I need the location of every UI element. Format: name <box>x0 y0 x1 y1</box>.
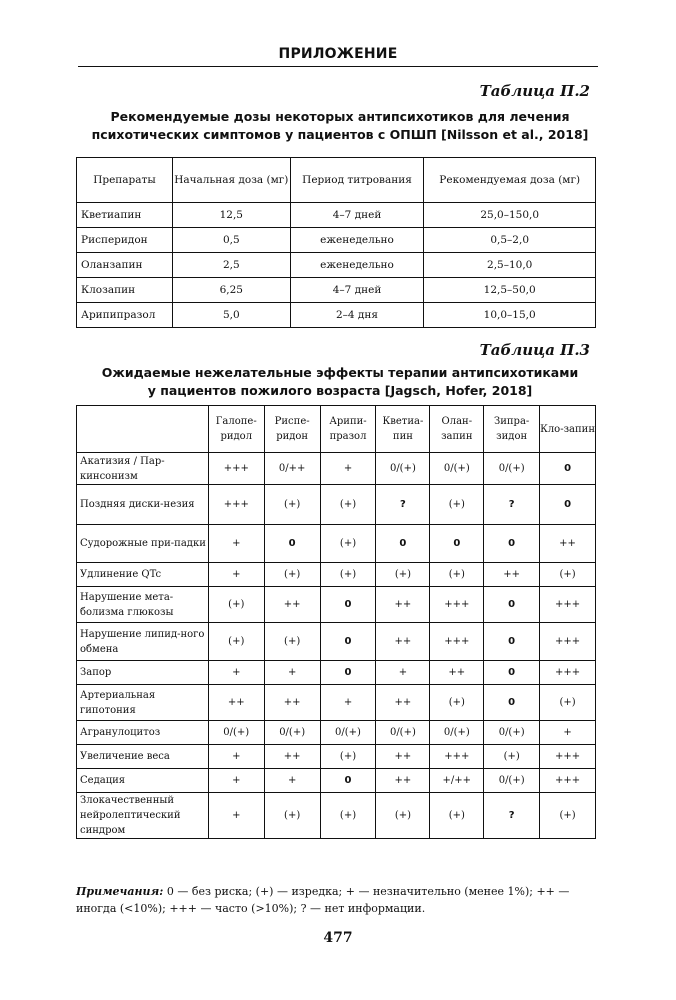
drug-name-cell: Арипипразол <box>77 303 173 328</box>
risk-cell: + <box>376 661 430 685</box>
risk-cell: + <box>208 745 264 769</box>
risk-cell: 0/(+) <box>376 453 430 485</box>
risk-cell: (+) <box>320 745 376 769</box>
effect-name-cell: Запор <box>77 661 209 685</box>
table-row <box>77 721 596 745</box>
risk-cell: (+) <box>376 793 430 839</box>
table-notes <box>76 883 598 917</box>
risk-cell: 0 <box>540 485 596 525</box>
risk-cell: + <box>208 525 264 563</box>
risk-cell: +++ <box>540 623 596 661</box>
column-header: Кветиа-пин <box>376 406 430 453</box>
dose-cell: 2–4 дня <box>290 303 424 328</box>
risk-cell: (+) <box>208 587 264 623</box>
risk-cell: +++ <box>208 485 264 525</box>
risk-cell: + <box>264 661 320 685</box>
table-row <box>77 485 596 525</box>
table-row <box>77 228 596 253</box>
doses-table <box>76 157 596 328</box>
risk-cell: (+) <box>540 685 596 721</box>
risk-cell: + <box>264 769 320 793</box>
side-effects-table <box>76 405 596 839</box>
table-3-title <box>70 364 610 400</box>
risk-cell: + <box>208 769 264 793</box>
risk-cell: (+) <box>264 623 320 661</box>
header-rule <box>78 66 598 67</box>
table-row <box>77 745 596 769</box>
risk-cell: ++ <box>264 587 320 623</box>
table-row <box>77 203 596 228</box>
risk-cell: ++ <box>264 685 320 721</box>
effect-name-cell: Поздняя диски-незия <box>77 485 209 525</box>
effect-name-cell: Судорожные при-падки <box>77 525 209 563</box>
risk-cell: 0/(+) <box>208 721 264 745</box>
risk-cell: 0 <box>484 685 540 721</box>
risk-cell: + <box>208 563 264 587</box>
risk-cell: + <box>320 685 376 721</box>
table-row <box>77 525 596 563</box>
column-header <box>77 406 209 453</box>
table-row <box>77 623 596 661</box>
risk-cell: + <box>208 661 264 685</box>
table-row <box>77 253 596 278</box>
risk-cell: 0 <box>540 453 596 485</box>
doses-table-header <box>77 158 596 203</box>
risk-cell: (+) <box>264 485 320 525</box>
risk-cell: +/++ <box>430 769 484 793</box>
risk-cell: +++ <box>430 745 484 769</box>
table-3-title-line1: Ожидаемые нежелательные эффекты терапии антипсихотиками <box>101 365 579 380</box>
risk-cell: +++ <box>540 587 596 623</box>
risk-cell: 0 <box>484 525 540 563</box>
dose-cell: 12,5–50,0 <box>424 278 596 303</box>
risk-cell: 0 <box>320 587 376 623</box>
risk-cell: 0 <box>320 661 376 685</box>
risk-cell: + <box>208 793 264 839</box>
risk-cell: (+) <box>430 685 484 721</box>
effect-name-cell: Акатизия / Пар-кинсонизм <box>77 453 209 485</box>
dose-cell: 2,5–10,0 <box>424 253 596 278</box>
table-2-title-line1: Рекомендуемые дозы некоторых антипсихотиков для лечения <box>110 109 570 124</box>
risk-cell: 0/(+) <box>376 721 430 745</box>
effect-name-cell: Агранулоцитоз <box>77 721 209 745</box>
risk-cell: 0/(+) <box>430 721 484 745</box>
table-row <box>77 303 596 328</box>
notes-text: 0 — без риска; (+) — изредка; + — незначительно (менее 1%); ++ — иногда (<10%); +++ — часто (>10%); ? — нет информации. <box>76 885 570 915</box>
effect-name-cell: Нарушение липид-ного обмена <box>77 623 209 661</box>
risk-cell: 0 <box>430 525 484 563</box>
table-row <box>77 661 596 685</box>
risk-cell: (+) <box>320 485 376 525</box>
page-number: 477 <box>323 930 353 946</box>
notes-label: Примечания: <box>76 885 164 898</box>
risk-cell: 0 <box>320 623 376 661</box>
running-head: ПРИЛОЖЕНИЕ <box>278 46 398 62</box>
risk-cell: 0 <box>484 587 540 623</box>
effect-name-cell: Артериальная гипотония <box>77 685 209 721</box>
column-header: Препараты <box>77 158 173 203</box>
risk-cell: ? <box>484 793 540 839</box>
effect-name-cell: Седация <box>77 769 209 793</box>
risk-cell: ++ <box>264 745 320 769</box>
risk-cell: +++ <box>540 661 596 685</box>
table-row <box>77 278 596 303</box>
table-3-title-line2: у пациентов пожилого возраста [Jagsch, Hofer, 2018] <box>147 383 533 398</box>
risk-cell: 0 <box>484 661 540 685</box>
dose-cell: 4–7 дней <box>290 278 424 303</box>
drug-name-cell: Рисперидон <box>77 228 173 253</box>
risk-cell: (+) <box>430 793 484 839</box>
dose-cell: 10,0–15,0 <box>424 303 596 328</box>
table-row <box>77 453 596 485</box>
risk-cell: (+) <box>484 745 540 769</box>
risk-cell: ++ <box>376 685 430 721</box>
risk-cell: +++ <box>540 769 596 793</box>
risk-cell: 0/(+) <box>320 721 376 745</box>
dose-cell: 12,5 <box>172 203 290 228</box>
risk-cell: +++ <box>430 623 484 661</box>
risk-cell: 0/++ <box>264 453 320 485</box>
table-row <box>77 769 596 793</box>
dose-cell: 2,5 <box>172 253 290 278</box>
risk-cell: (+) <box>264 793 320 839</box>
effect-name-cell: Нарушение мета-болизма глюкозы <box>77 587 209 623</box>
risk-cell: +++ <box>208 453 264 485</box>
risk-cell: ++ <box>484 563 540 587</box>
table-row <box>77 563 596 587</box>
risk-cell: ++ <box>430 661 484 685</box>
risk-cell: (+) <box>320 793 376 839</box>
risk-cell: 0/(+) <box>484 453 540 485</box>
risk-cell: 0/(+) <box>484 721 540 745</box>
risk-cell: (+) <box>430 485 484 525</box>
risk-cell: ++ <box>208 685 264 721</box>
effect-name-cell: Увеличение веса <box>77 745 209 769</box>
column-header: Начальная доза (мг) <box>172 158 290 203</box>
risk-cell: (+) <box>320 525 376 563</box>
table-row <box>77 685 596 721</box>
risk-cell: ? <box>484 485 540 525</box>
risk-cell: ++ <box>376 623 430 661</box>
table-2-title <box>70 108 610 144</box>
dose-cell: еженедельно <box>290 228 424 253</box>
risk-cell: ? <box>376 485 430 525</box>
table-2-label: Таблица П.2 <box>479 82 590 100</box>
dose-cell: 5,0 <box>172 303 290 328</box>
drug-name-cell: Оланзапин <box>77 253 173 278</box>
risk-cell: ++ <box>540 525 596 563</box>
column-header: Риспе-ридон <box>264 406 320 453</box>
table-3-label: Таблица П.3 <box>479 341 590 359</box>
risk-cell: (+) <box>540 793 596 839</box>
effect-name-cell: Злокачественный нейролептический синдром <box>77 793 209 839</box>
risk-cell: (+) <box>264 563 320 587</box>
column-header: Арипи-празол <box>320 406 376 453</box>
dose-cell: 0,5 <box>172 228 290 253</box>
risk-cell: 0 <box>376 525 430 563</box>
table-2-title-line2: психотических симптомов у пациентов с ОПШП [Nilsson et al., 2018] <box>91 127 589 142</box>
risk-cell: ++ <box>376 769 430 793</box>
column-header: Период титрования <box>290 158 424 203</box>
risk-cell: (+) <box>208 623 264 661</box>
risk-cell: (+) <box>540 563 596 587</box>
column-header: Олан-запин <box>430 406 484 453</box>
column-header: Зипра-зидон <box>484 406 540 453</box>
risk-cell: ++ <box>376 587 430 623</box>
risk-cell: 0/(+) <box>264 721 320 745</box>
risk-cell: + <box>540 721 596 745</box>
drug-name-cell: Клозапин <box>77 278 173 303</box>
risk-cell: ++ <box>376 745 430 769</box>
dose-cell: 0,5–2,0 <box>424 228 596 253</box>
table-row <box>77 793 596 839</box>
effect-name-cell: Удлинение QTc <box>77 563 209 587</box>
risk-cell: +++ <box>540 745 596 769</box>
dose-cell: 25,0–150,0 <box>424 203 596 228</box>
risk-cell: (+) <box>376 563 430 587</box>
table-row <box>77 587 596 623</box>
column-header: Галопе-ридол <box>208 406 264 453</box>
side-effects-table-header <box>77 406 596 453</box>
risk-cell: 0 <box>264 525 320 563</box>
risk-cell: 0 <box>484 623 540 661</box>
column-header: Рекомендуемая доза (мг) <box>424 158 596 203</box>
risk-cell: + <box>320 453 376 485</box>
risk-cell: (+) <box>320 563 376 587</box>
drug-name-cell: Кветиапин <box>77 203 173 228</box>
risk-cell: 0/(+) <box>430 453 484 485</box>
column-header: Кло-запин <box>540 406 596 453</box>
risk-cell: (+) <box>430 563 484 587</box>
risk-cell: 0/(+) <box>484 769 540 793</box>
risk-cell: +++ <box>430 587 484 623</box>
dose-cell: 4–7 дней <box>290 203 424 228</box>
dose-cell: 6,25 <box>172 278 290 303</box>
risk-cell: 0 <box>320 769 376 793</box>
dose-cell: еженедельно <box>290 253 424 278</box>
